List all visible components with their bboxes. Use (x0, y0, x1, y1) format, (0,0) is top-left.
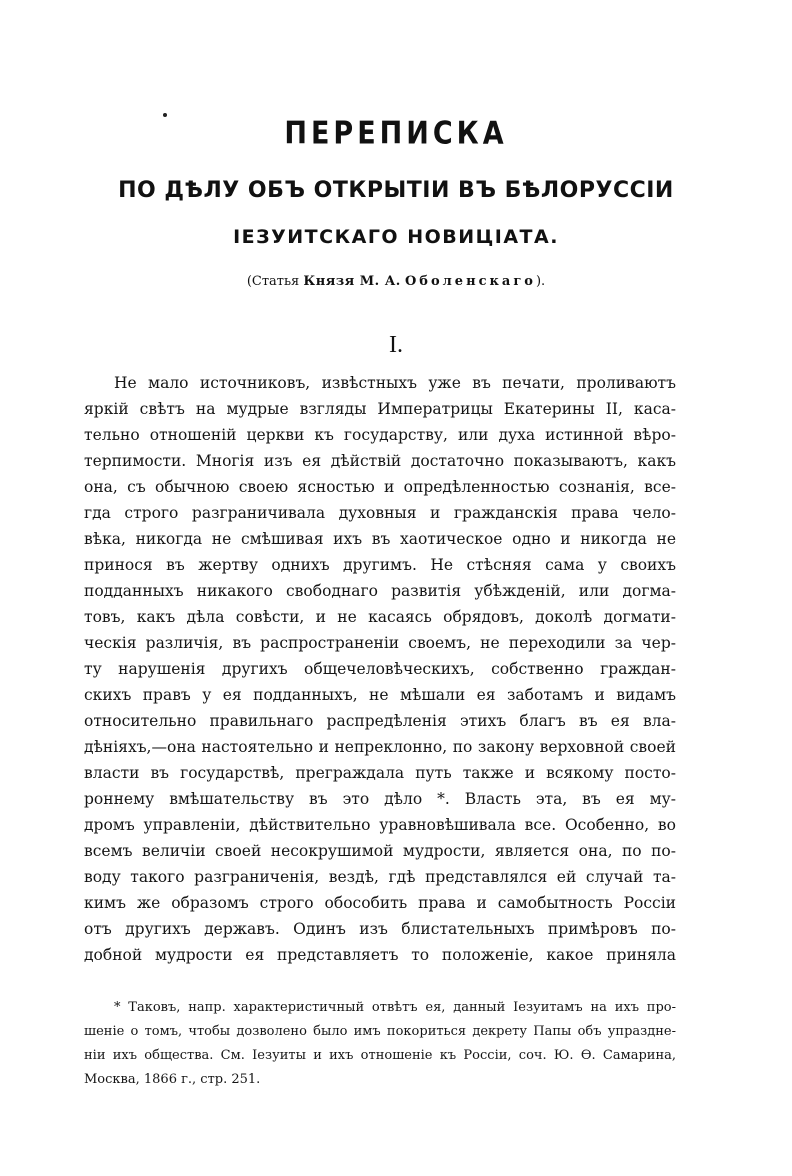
body-line: относительно правильнаго распредѣленія этихъ благъ въ ея вла- (84, 712, 676, 730)
byline-prefix: (Статья (246, 274, 300, 289)
byline-surname: Оболенскаго (404, 274, 536, 289)
body-line: товъ, какъ дѣла совѣсти, и не касаясь обрядовъ, доколѣ догмати- (84, 608, 676, 626)
body-line: принося въ жертву однихъ другимъ. Не стѣсняя сама у своихъ (84, 556, 676, 574)
footnote-line: шеніе о томъ, чтобы дозволено было имъ покориться декрету Папы объ упраздне- (84, 1024, 676, 1039)
footnote-line: * Таковъ, напр. характеристичный отвѣтъ ея, данный Іезуитамъ на ихъ про- (114, 1000, 676, 1015)
body-line: яркій свѣтъ на мудрые взгляды Императрицы Екатерины II, каса- (84, 400, 676, 418)
author-byline (0, 274, 792, 289)
footnote (84, 996, 676, 1092)
body-line: ту нарушенія другихъ общечеловѣческихъ, собственно граждан- (84, 660, 676, 678)
body-line: всемъ величіи своей несокрушимой мудрости, является она, по по- (84, 842, 676, 860)
byline-suffix: ). (535, 274, 546, 289)
section-number: I. (389, 332, 403, 358)
footnote-line: Москва, 1866 г., стр. 251. (84, 1072, 261, 1087)
body-line: Не мало источниковъ, извѣстныхъ уже въ печати, проливаютъ (114, 374, 676, 392)
body-line: вѣка, никогда не смѣшивая ихъ въ хаотическое одно и никогда не (84, 530, 676, 548)
body-line: дѣніяхъ,—она настоятельно и непреклонно, по закону верховной своей (84, 738, 676, 756)
body-line: роннему вмѣшательству въ это дѣло *. Власть эта, въ ея му- (84, 790, 676, 808)
body-line: добной мудрости ея представляетъ то положеніе, какое приняла (84, 946, 676, 964)
body-line: отъ другихъ державъ. Одинъ изъ блистательныхъ примѣровъ по- (84, 920, 676, 938)
byline-name: Князя М. А. (303, 274, 401, 289)
body-line: скихъ правъ у ея подданныхъ, не мѣшали ея заботамъ и видамъ (84, 686, 676, 704)
body-line: гда строго разграничивала духовныя и гражданскія права чело- (84, 504, 676, 522)
page-title: ПЕРЕПИСКА (284, 115, 508, 152)
body-line: терпимости. Многія изъ ея дѣйствій достаточно показываютъ, какъ (84, 452, 676, 470)
body-line: подданныхъ никакого свободнаго развитія убѣжденій, или догма- (84, 582, 676, 600)
body-line: дромъ управленіи, дѣйствительно уравновѣшивала все. Особенно, во (84, 816, 676, 834)
body-paragraph (84, 370, 676, 968)
footnote-line: ніи ихъ общества. См. Іезуиты и ихъ отношеніе къ Россіи, соч. Ю. Ѳ. Самарина, (84, 1048, 676, 1063)
body-line: тельно отношеній церкви къ государству, или духа истинной вѣро- (84, 426, 676, 444)
body-line: воду такого разграниченія, вездѣ, гдѣ представлялся ей случай та- (84, 868, 676, 886)
page-subtitle-2: ІЕЗУИТСКАГО НОВИЦІАТА. (233, 226, 559, 248)
body-line: кимъ же образомъ строго обособить права и самобытность Россіи (84, 894, 676, 912)
page-subtitle: ПО ДѢЛУ ОБЪ ОТКРЫТІИ ВЪ БѢЛОРУССІИ (118, 178, 674, 203)
body-line: ческія различія, въ распространеніи своемъ, не переходили за чер- (84, 634, 676, 652)
body-line: власти въ государствѣ, преграждала путь также и всякому посто- (84, 764, 676, 782)
body-line: она, съ обычною своею ясностью и опредѣленностью сознанія, все- (84, 478, 676, 496)
